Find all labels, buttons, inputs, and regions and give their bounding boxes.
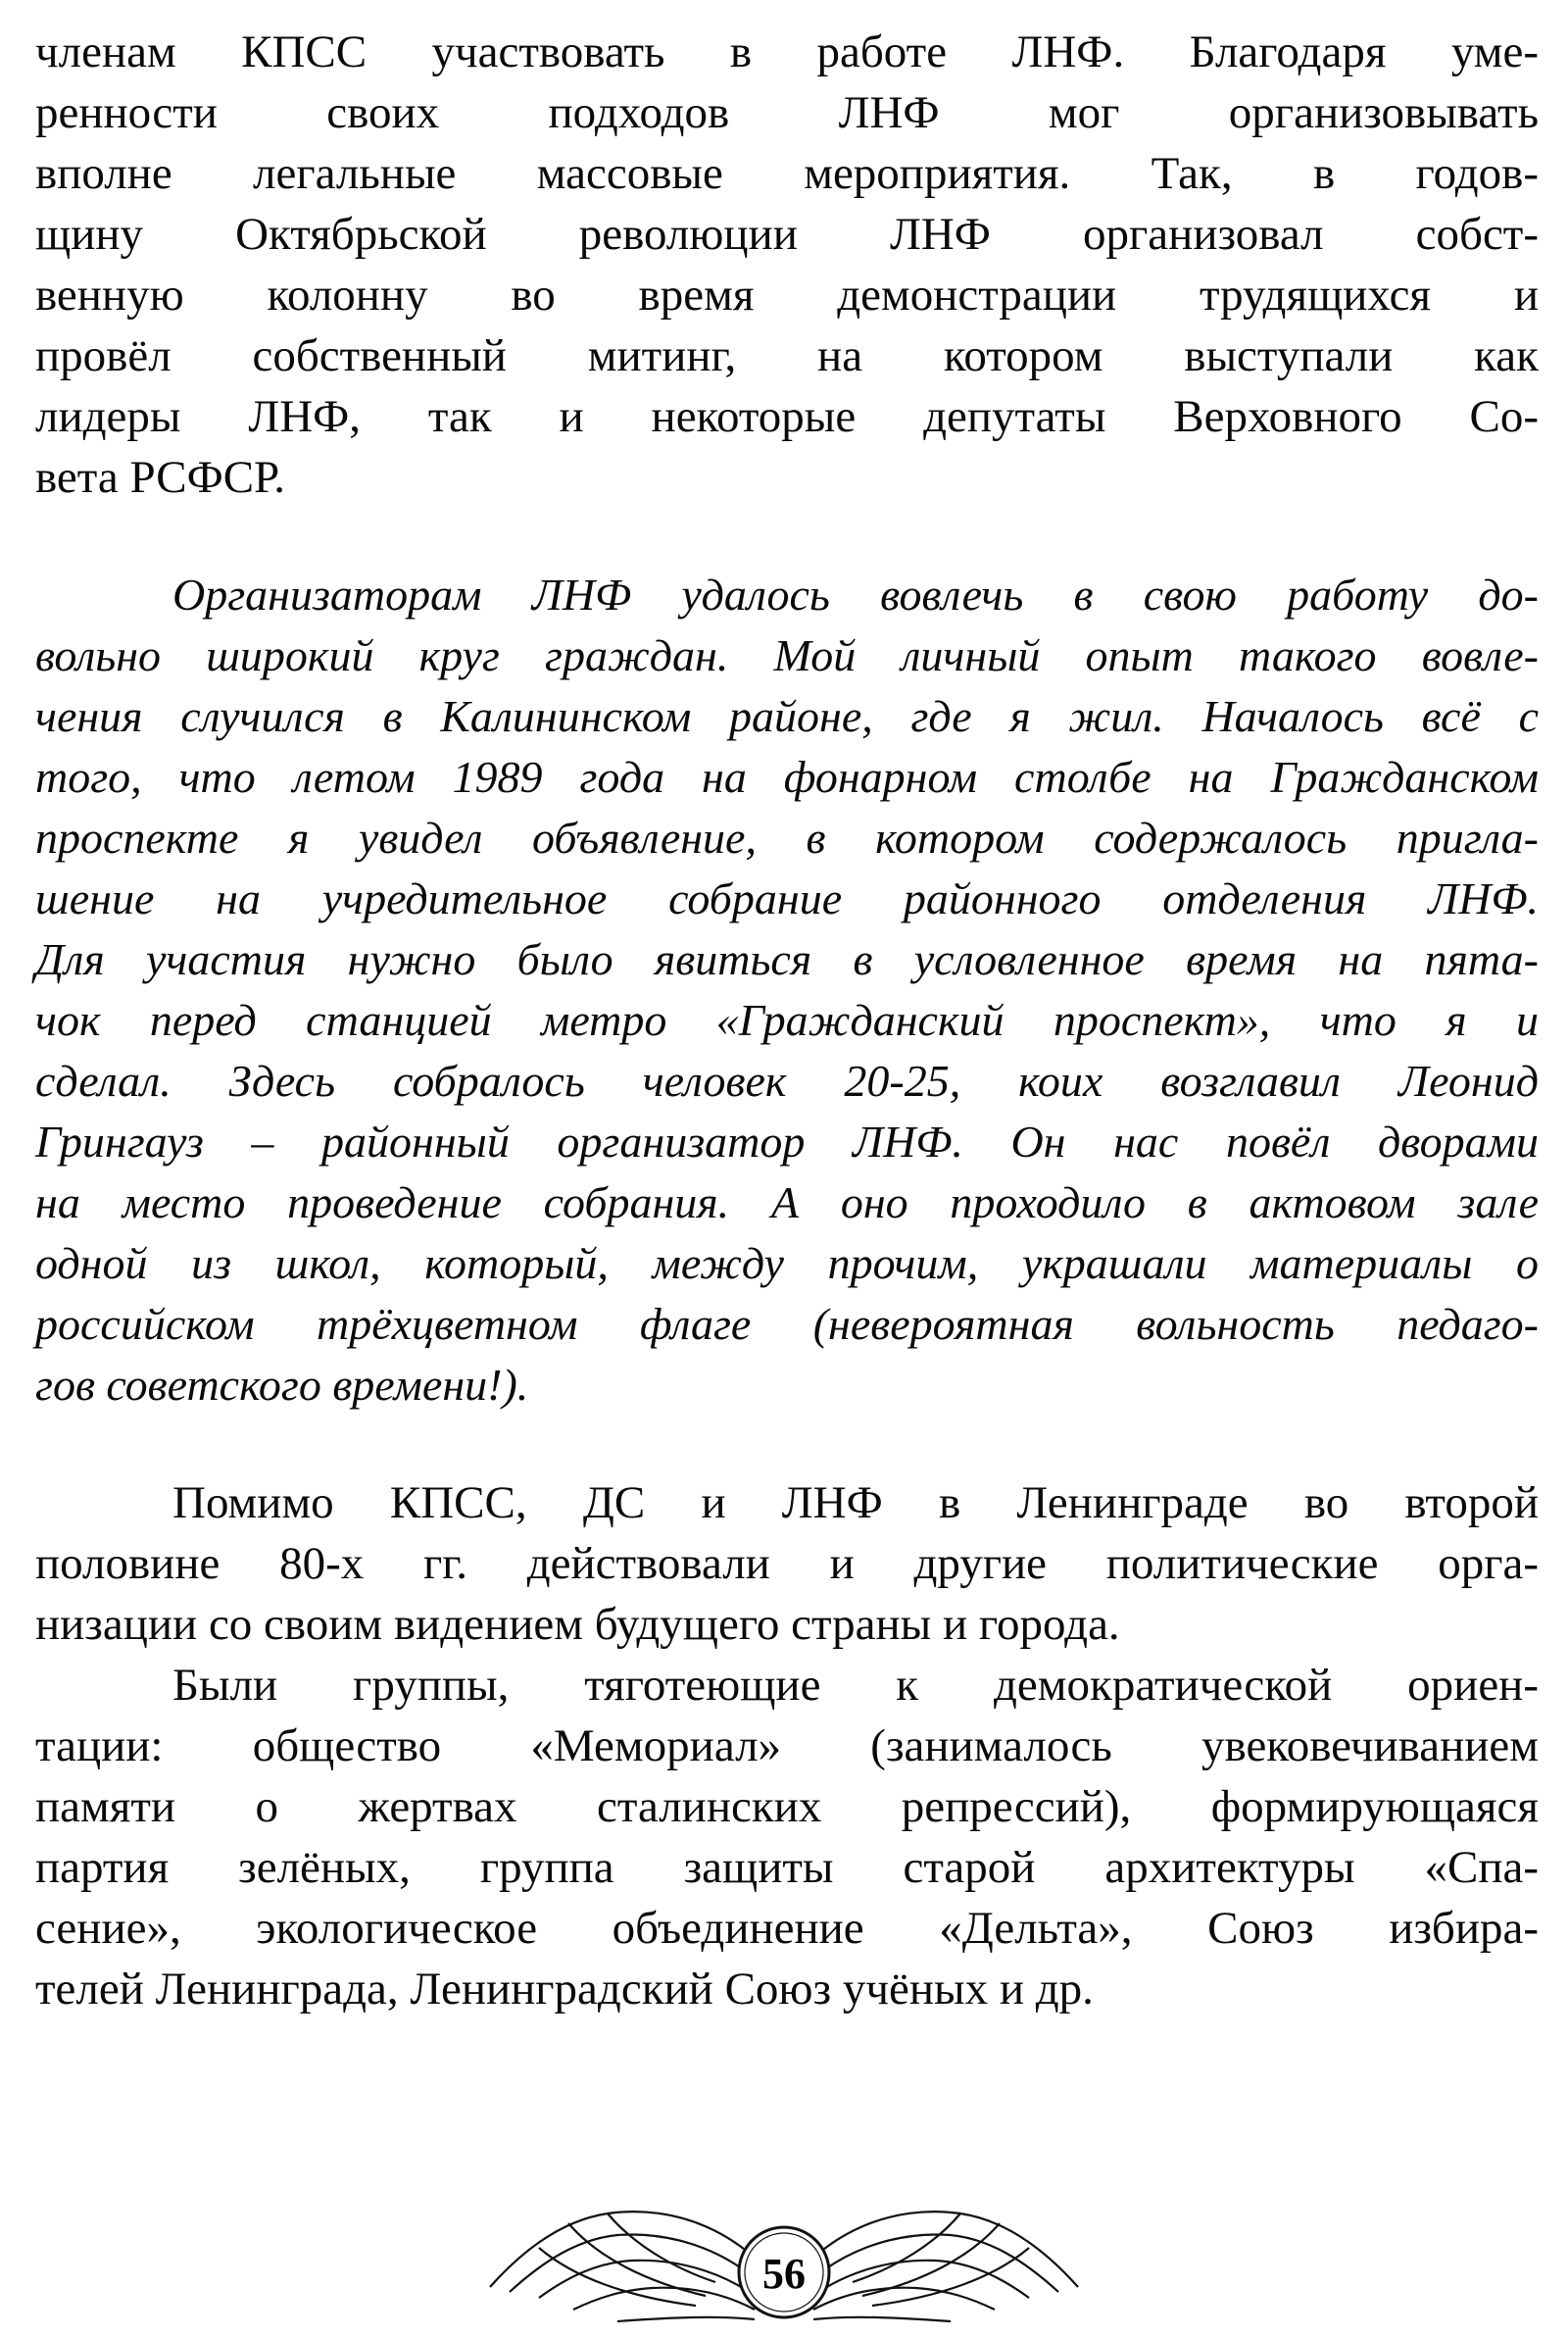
- paragraph-4: [35, 1655, 1539, 2019]
- text-line: чения случился в Калининском районе, где я жил. Началось всё с: [35, 691, 1539, 741]
- text-line: провёл собственный митинг, на котором выступали как: [35, 330, 1539, 381]
- text-line: телей Ленинграда, Ленинградский Союз учёных и др.: [35, 1964, 1094, 2015]
- text-line: щину Октябрьской революции ЛНФ организовал собст-: [35, 209, 1539, 260]
- text-line: одной из школ, который, между прочим, украшали материалы о: [35, 1238, 1539, 1288]
- text-line: венную колонну во время демонстрации трудящихся и: [35, 270, 1539, 321]
- text-line: Помимо КПСС, ДС и ЛНФ в Ленинграде во второй: [172, 1477, 1539, 1528]
- text-line: членам КПСС участвовать в работе ЛНФ. Благодаря уме-: [35, 26, 1539, 77]
- text-line: того, что летом 1989 года на фонарном столбе на Гражданском: [35, 752, 1539, 802]
- text-line: российском трёхцветном флаге (невероятная вольность педаго-: [35, 1299, 1539, 1349]
- text-line: на место проведение собрания. А оно проходило в актовом зале: [35, 1177, 1539, 1227]
- page-body: [35, 22, 1539, 2019]
- winged-ornament-icon: [461, 2174, 1107, 2331]
- page-number: 56: [762, 2250, 806, 2298]
- text-line: памяти о жертвах сталинских репрессий), формирующаяся: [35, 1781, 1539, 1832]
- text-line: половине 80-х гг. действовали и другие политические орга-: [35, 1538, 1539, 1589]
- text-line: ренности своих подходов ЛНФ мог организовывать: [35, 87, 1539, 138]
- text-line: гов советского времени!).: [35, 1360, 529, 1410]
- text-line: вполне легальные массовые мероприятия. Так, в годов-: [35, 148, 1539, 199]
- text-line: лидеры ЛНФ, так и некоторые депутаты Верховного Со-: [35, 391, 1539, 442]
- text-line: чок перед станцией метро «Гражданский проспект», что я и: [35, 995, 1539, 1045]
- text-line: вета РСФСР.: [35, 452, 286, 503]
- paragraph-2-italic-recollection: [35, 565, 1539, 1416]
- text-line: проспекте я увидел объявление, в котором содержалось пригла-: [35, 813, 1539, 863]
- text-line: сение», экологическое объединение «Дельта», Союз избира-: [35, 1903, 1539, 1954]
- text-line: шение на учредительное собрание районного отделения ЛНФ.: [35, 873, 1539, 923]
- text-line: тации: общество «Мемориал» (занималось увековечиванием: [35, 1720, 1539, 1771]
- text-line: сделал. Здесь собралось человек 20-25, коих возглавил Леонид: [35, 1056, 1539, 1106]
- text-line: вольно широкий круг граждан. Мой личный опыт такого вовле-: [35, 630, 1539, 680]
- paragraph-1: [35, 22, 1539, 508]
- text-line: Были группы, тяготеющие к демократической ориен-: [172, 1660, 1539, 1711]
- text-line: Грингауз – районный организатор ЛНФ. Он нас повёл дворами: [35, 1117, 1539, 1167]
- text-line: Для участия нужно было явиться в условленное время на пята-: [35, 934, 1539, 984]
- text-line: Организаторам ЛНФ удалось вовлечь в свою работу до-: [172, 570, 1539, 620]
- text-line: низации со своим видением будущего страны и города.: [35, 1599, 1120, 1650]
- text-line: партия зелёных, группа защиты старой архитектуры «Спа-: [35, 1842, 1539, 1893]
- page-footer: [461, 2174, 1107, 2331]
- paragraph-3: [35, 1472, 1539, 1655]
